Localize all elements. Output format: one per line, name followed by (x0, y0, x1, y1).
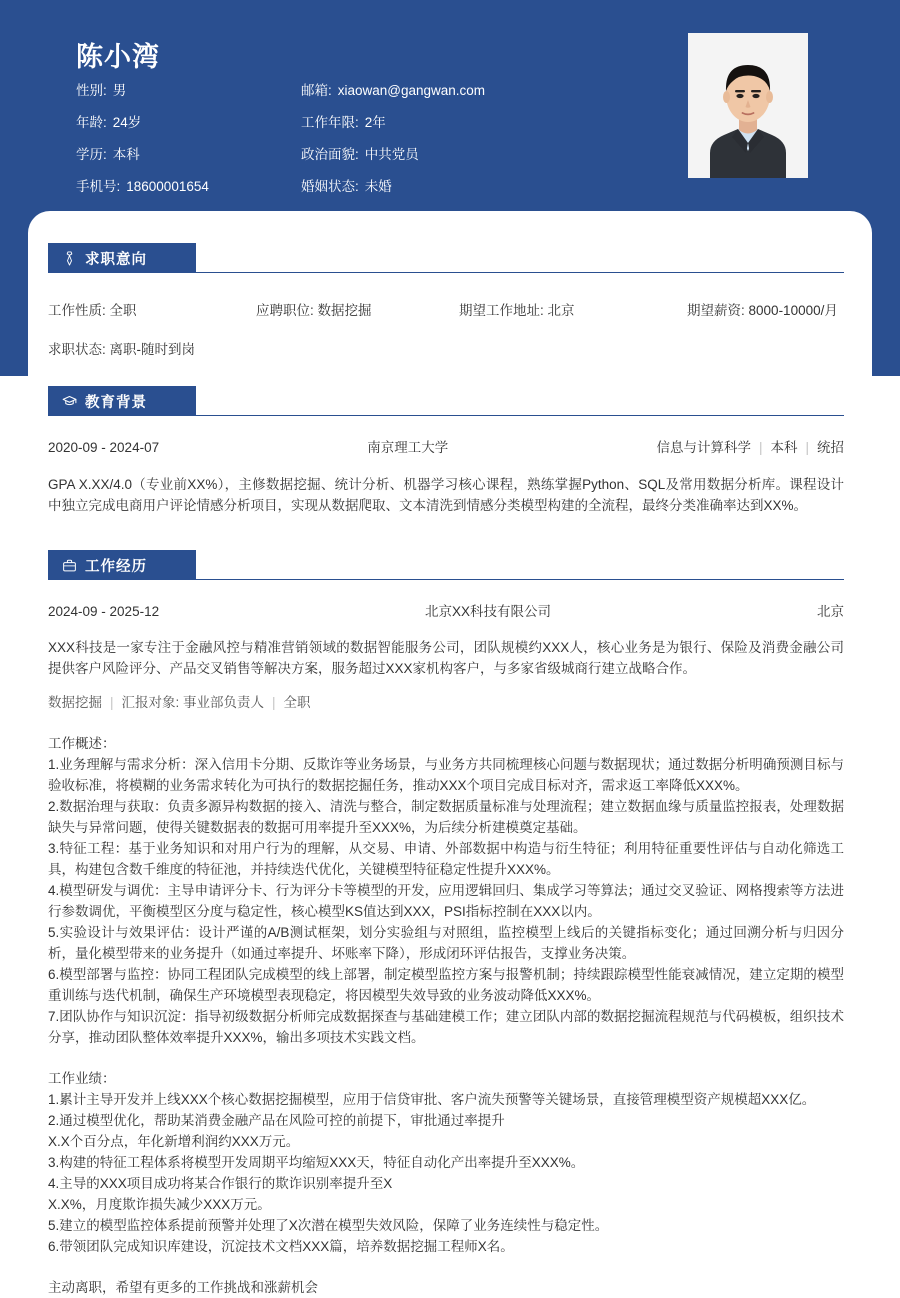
education-tags (656, 438, 844, 458)
header-field-gender-label: 性别: (76, 83, 107, 98)
work-role-line (48, 693, 844, 713)
field-job-status (48, 340, 844, 360)
education-entry-header (48, 438, 844, 458)
work-city: 北京 (817, 604, 844, 619)
header-field-email (301, 82, 656, 100)
divider: | (758, 440, 763, 455)
field-expected-salary (687, 301, 838, 321)
work-overview-item: 4.模型研发与调优：主导申请评分卡、行为评分卡等模型的开发，应用逻辑回归、集成学习等算法；通过交叉验证、网格搜索等方法进行参数调优，平衡模型区分度与稳定性，核心模型KS值达到XXX，PSI指标控制在XXX以内。 (48, 883, 844, 919)
education-major: 信息与计算科学 (656, 440, 751, 455)
work-overview-item: 2.数据治理与获取：负责多源异构数据的接入、清洗与整合，制定数据质量标准与处理流程；建立数据血缘与质量监控报表，处理数据缺失与异常问题，使得关键数据表的数据可用率提升至XXX%，为后续分析建模奠定基础。 (48, 799, 844, 835)
header-field-email-value: xiaowan@gangwan.com (337, 83, 486, 98)
header-field-gender-value: 男 (112, 83, 127, 98)
field-expected-salary-label: 期望薪资: (687, 303, 745, 318)
education-admission: 统招 (817, 440, 844, 455)
divider: | (110, 695, 114, 710)
section-header-job-intention (48, 243, 844, 273)
candidate-name: 陈小湾 (76, 42, 160, 72)
header-field-age (76, 114, 301, 132)
work-report-to: 汇报对象: 事业部负责人 (121, 695, 265, 710)
header-field-gender (76, 82, 301, 100)
field-applied-position-value: 数据挖掘 (317, 303, 372, 318)
header-field-political (301, 146, 656, 164)
work-date-range: 2024-09 - 2025-12 (48, 604, 160, 619)
header-field-experience-label: 工作年限: (301, 115, 359, 130)
header-field-political-label: 政治面貌: (301, 147, 359, 162)
field-expected-location-value: 北京 (547, 303, 575, 318)
header-field-email-label: 邮箱: (301, 83, 332, 98)
education-school: 南京理工大学 (367, 440, 449, 455)
section-work-experience (48, 550, 844, 1298)
field-job-status-value: 离职-随时到岗 (109, 342, 196, 357)
header-field-degree (76, 146, 301, 164)
field-applied-position (256, 301, 459, 321)
field-applied-position-label: 应聘职位: (256, 303, 314, 318)
header-field-phone (76, 178, 301, 196)
field-expected-location (459, 301, 687, 321)
section-job-intention (48, 243, 844, 360)
section-tab (48, 550, 196, 580)
education-date-range: 2020-09 - 2024-07 (48, 440, 160, 455)
education-entry (48, 438, 844, 516)
work-overview-item: 3.特征工程：基于业务知识和对用户行为的理解，从交易、申请、外部数据中构造与衍生特征；利用特征重要性评估与自动化筛选工具，构建包含数千维度的特征池，并持续迭代优化，关键模型特征稳定性提升XXX%。 (48, 841, 844, 877)
work-overview-item: 7.团队协作与知识沉淀：指导初级数据分析师完成数据探查与基础建模工作；建立团队内部的数据挖掘流程规范与代码模板，组织技术分享，推动团队整体效率提升XXX%，输出多项技术实践文档。 (48, 1009, 844, 1045)
job-intention-body (48, 301, 844, 360)
work-leave-reason: 主动离职，希望有更多的工作挑战和涨薪机会 (48, 1280, 318, 1295)
job-intention-row-1 (48, 301, 844, 321)
section-header-work (48, 550, 844, 580)
work-company: 北京XX科技有限公司 (425, 604, 552, 619)
section-header-education (48, 386, 844, 416)
work-overview-item: 5.实验设计与效果评估：设计严谨的A/B测试框架，划分实验组与对照组，监控模型上线后的关键指标变化；通过回溯分析与归因分析，量化模型带来的业务提升（如通过率提升、坏账率下降），形成闭环评估报告，支撑业务决策。 (48, 925, 844, 961)
section-title: 工作经历 (85, 558, 147, 575)
field-job-status-label: 求职状态: (48, 342, 106, 357)
header-field-experience-value: 2年 (364, 115, 386, 130)
field-work-nature (48, 301, 256, 321)
header-field-phone-value: 18600001654 (126, 179, 209, 194)
field-expected-salary-value: 8000-10000/月 (748, 303, 838, 318)
header-field-political-value: 中共党员 (364, 147, 419, 162)
work-achievement-item: 4.主导的XXX项目成功将某合作银行的欺诈识别率提升至X (48, 1176, 393, 1191)
header-field-marital-value: 未婚 (364, 179, 392, 194)
work-overview-title: 工作概述： (48, 736, 116, 751)
field-expected-location-label: 期望工作地址: (459, 303, 544, 318)
education-description: GPA X.XX/4.0（专业前XX%），主修数据挖掘、统计分析、机器学习核心课程，熟练掌握Python、SQL及常用数据分析库。课程设计中独立完成电商用户评论情感分析项目，实现从数据爬取、文本清洗到情感分类模型构建的全流程，最终分类准确率达到XX%。 (48, 477, 844, 513)
work-entry (48, 602, 844, 1298)
work-overview-item: 6.模型部署与监控：协同工程团队完成模型的线上部署，制定模型监控方案与报警机制；持续跟踪模型性能衰减情况，建立定期的模型重训练与迭代机制，确保生产环境模型表现稳定，将因模型失效导致的业务波动降低XXX%。 (48, 967, 844, 1003)
header-field-age-value: 24岁 (112, 115, 142, 130)
divider: | (272, 695, 276, 710)
work-achievement-item: 6.带领团队完成知识库建设，沉淀技术文档XXX篇，培养数据挖掘工程师X名。 (48, 1239, 514, 1254)
field-work-nature-value: 全职 (109, 303, 137, 318)
header-field-degree-value: 本科 (112, 147, 140, 162)
header-field-phone-label: 手机号: (76, 179, 121, 194)
work-achievement-item: 1.累计主导开发并上线XXX个核心数据挖掘模型，应用于信贷审批、客户流失预警等关键场景，直接管理模型资产规模超XXX亿。 (48, 1092, 816, 1107)
work-achievements-title: 工作业绩： (48, 1071, 116, 1086)
section-title: 求职意向 (85, 251, 147, 268)
header-field-marital (301, 178, 656, 196)
header-info-grid (76, 82, 656, 196)
resume-header (0, 0, 900, 211)
work-achievement-item: 3.构建的特征工程体系将模型开发周期平均缩短XXX天，特征自动化产出率提升至XXX%。 (48, 1155, 585, 1170)
work-role: 数据挖掘 (48, 695, 102, 710)
briefcase-icon (62, 558, 77, 573)
work-achievement-item: 5.建立的模型监控体系提前预警并处理了X次潜在模型失效风险，保障了业务连续性与稳定性。 (48, 1218, 609, 1233)
work-employment-type: 全职 (283, 695, 311, 710)
graduation-cap-icon (62, 394, 77, 409)
section-tab (48, 386, 196, 416)
necktie-icon (62, 251, 77, 266)
avatar (688, 33, 808, 178)
section-tab (48, 243, 196, 273)
work-achievement-item: X.X%，月度欺诈损失减少XXX万元。 (48, 1197, 271, 1212)
section-title: 教育背景 (85, 394, 147, 411)
field-work-nature-label: 工作性质: (48, 303, 106, 318)
education-degree: 本科 (770, 440, 798, 455)
header-field-age-label: 年龄: (76, 115, 107, 130)
divider: | (805, 440, 809, 455)
header-field-degree-label: 学历: (76, 147, 107, 162)
work-achievement-item: X.X个百分点，年化新增利润约XXX万元。 (48, 1134, 300, 1149)
work-entry-header (48, 602, 844, 622)
header-field-experience (301, 114, 656, 132)
work-company-intro: XXX科技是一家专注于金融风控与精准营销领域的数据智能服务公司，团队规模约XXX人，核心业务是为银行、保险及消费金融公司提供客户风险评分、产品交叉销售等解决方案，服务超过XXX家机构客户，与多家省级城商行建立战略合作。 (48, 640, 844, 676)
header-field-marital-label: 婚姻状态: (301, 179, 359, 194)
section-education (48, 386, 844, 516)
work-overview-item: 1.业务理解与需求分析：深入信用卡分期、反欺诈等业务场景，与业务方共同梳理核心问题与数据现状；通过数据分析明确预测目标与验收标准，将模糊的业务需求转化为可执行的数据挖掘任务，推动XXX个项目完成目标对齐，需求返工率降低XXX%。 (48, 757, 844, 793)
work-achievement-item: 2.通过模型优化，帮助某消费金融产品在风险可控的前提下，审批通过率提升 (48, 1113, 505, 1128)
